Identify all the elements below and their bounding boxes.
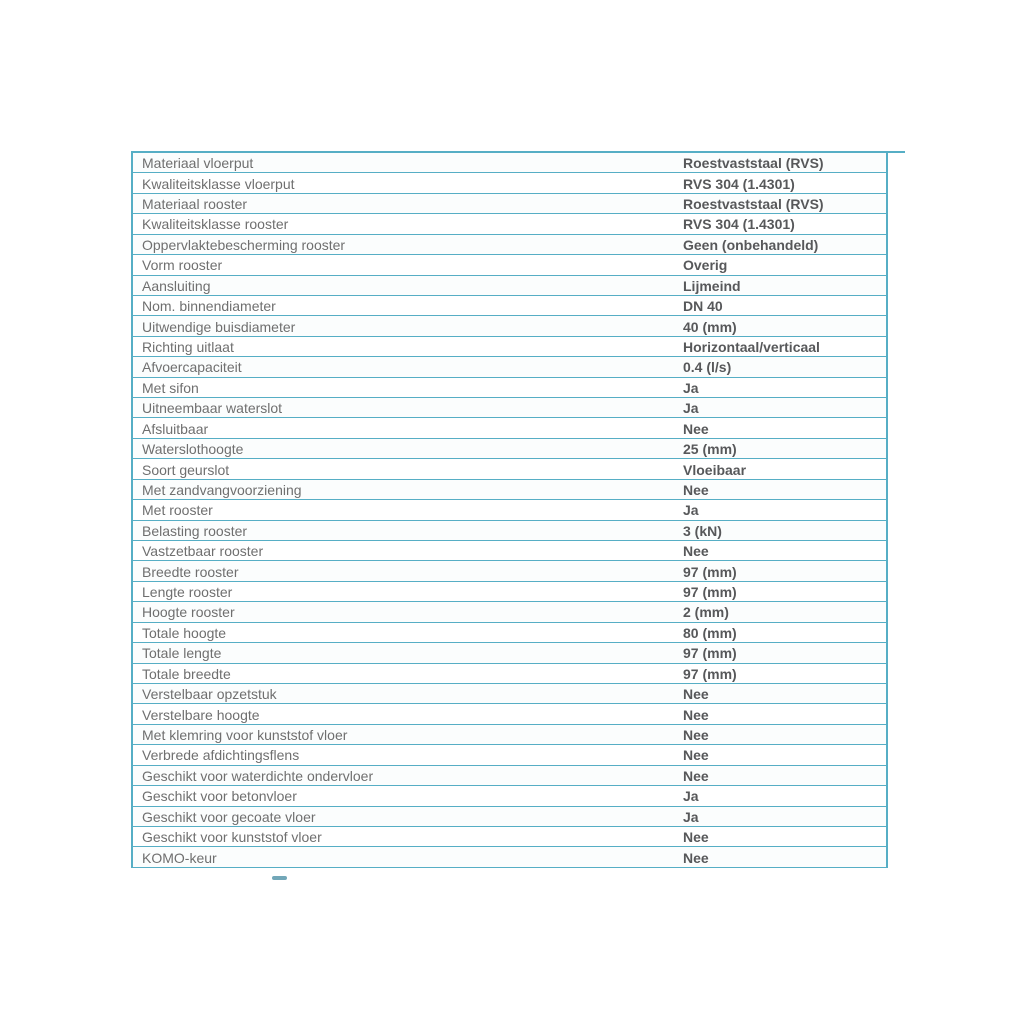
spec-label: Met sifon [142,379,199,396]
table-row [133,704,886,724]
table-row [133,459,886,479]
spec-value: RVS 304 (1.4301) [683,216,795,233]
spec-label: Afsluitbaar [142,420,209,437]
spec-value: 80 (mm) [683,624,737,641]
spec-value: Nee [683,727,709,744]
spec-value: Ja [683,502,699,519]
spec-value: Ja [683,788,699,805]
table-row [133,194,886,214]
table-row [133,173,886,193]
table-row [133,745,886,765]
spec-label: Belasting rooster [142,522,248,539]
table-row [133,725,886,745]
spec-value: Nee [683,767,709,784]
table-row [133,480,886,500]
spec-value: 40 (mm) [683,318,737,335]
spec-label: Richting uitlaat [142,339,234,355]
table-row [133,847,886,867]
spec-value: Nee [683,849,709,866]
spec-label: Kwaliteitsklasse vloerput [142,175,295,192]
table-row [133,316,886,336]
table-row [133,561,886,581]
spec-value: Geen (onbehandeld) [683,236,819,253]
table-row [133,582,886,602]
table-row [133,276,886,296]
spec-value: 0.4 (l/s) [683,359,732,376]
spec-value: 97 (mm) [683,645,737,662]
table-row [133,664,886,684]
scrollbar-thumb[interactable] [272,876,287,880]
spec-value: RVS 304 (1.4301) [683,175,795,192]
table-row [133,235,886,255]
spec-value: Nee [683,706,709,723]
spec-value: 3 (kN) [683,522,722,539]
spec-label: Soort geurslot [142,461,230,478]
spec-label: Geschikt voor betonvloer [142,788,297,805]
table-row [133,643,886,663]
spec-label: Verstelbare hoogte [142,706,260,723]
spec-value: Nee [683,686,709,703]
spec-value: Ja [683,379,699,396]
spec-label: Lengte rooster [142,584,233,601]
spec-value: 97 (mm) [683,563,737,580]
table-row [133,337,886,357]
spec-label: Aansluiting [142,277,211,294]
spec-label: Afvoercapaciteit [142,359,242,376]
spec-label: Oppervlaktebescherming rooster [142,236,346,253]
spec-label: Geschikt voor kunststof vloer [142,829,322,846]
spec-value: Nee [683,747,709,764]
table-row [133,827,886,847]
spec-value: Lijmeind [683,277,741,294]
spec-value: Nee [683,829,709,846]
spec-label: Nom. binnendiameter [142,298,276,315]
table-row [133,398,886,418]
spec-label: Met zandvangvoorziening [142,481,302,498]
spec-value: Nee [683,543,709,560]
table-row [133,255,886,275]
spec-value: 2 (mm) [683,604,729,621]
table-row [133,500,886,520]
spec-label: Waterslothoogte [142,441,244,458]
spec-label: Materiaal vloerput [142,155,254,172]
spec-label: Totale hoogte [142,624,227,641]
table-row [133,439,886,459]
spec-table [131,153,888,868]
table-row [133,602,886,622]
spec-value: DN 40 [683,298,723,315]
spec-label: Vorm rooster [142,257,223,274]
spec-label: Totale lengte [142,645,222,662]
spec-label: Verbrede afdichtingsflens [142,747,300,764]
spec-value: Roestvaststaal (RVS) [683,196,824,213]
spec-label: Uitwendige buisdiameter [142,318,296,335]
spec-value: Vloeibaar [683,461,747,478]
spec-value: 97 (mm) [683,584,737,601]
table-row [133,684,886,704]
spec-value: 97 (mm) [683,665,737,682]
spec-label: Met rooster [142,502,213,519]
table-row [133,418,886,438]
spec-value: Nee [683,420,709,437]
spec-label: Verstelbaar opzetstuk [142,686,277,703]
spec-label: Geschikt voor gecoate vloer [142,808,316,825]
spec-label: Breedte rooster [142,563,239,580]
table-row [133,357,886,377]
table-row [133,623,886,643]
spec-label: Hoogte rooster [142,604,235,621]
spec-value: 25 (mm) [683,441,737,458]
table-row [133,766,886,786]
spec-label: Uitneembaar waterslot [142,400,283,417]
table-row [133,541,886,561]
table-row [133,521,886,541]
spec-label: Met klemring voor kunststof vloer [142,727,348,744]
table-row [133,214,886,234]
spec-label: KOMO-keur [142,849,217,866]
spec-value: Overig [683,257,728,274]
spec-label: Totale breedte [142,665,231,682]
table-row [133,807,886,827]
spec-value: Ja [683,808,699,825]
spec-label: Geschikt voor waterdichte ondervloer [142,767,374,784]
table-row [133,153,886,173]
table-row [133,296,886,316]
spec-label: Materiaal rooster [142,196,248,213]
table-row [133,378,886,398]
table-row [133,786,886,806]
spec-value: Roestvaststaal (RVS) [683,155,824,172]
spec-label: Vastzetbaar rooster [142,543,264,560]
spec-value: Nee [683,481,709,498]
spec-value: Ja [683,400,699,417]
spec-label: Kwaliteitsklasse rooster [142,216,289,233]
spec-value: Horizontaal/verticaal [683,339,820,355]
